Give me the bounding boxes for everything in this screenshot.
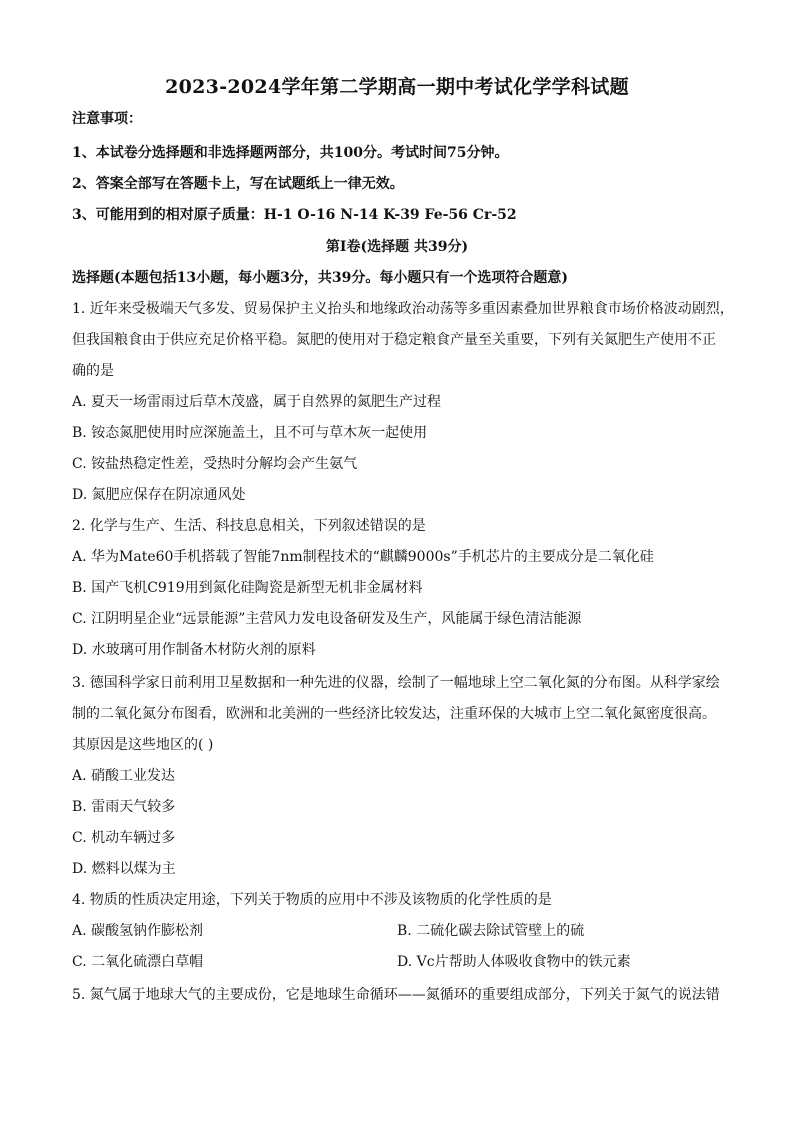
question-text: 2. 化学与生产、生活、科技息息相关，下列叙述错误的是 [72,518,426,534]
answer-option: C. 机动车辆过多 [72,830,176,846]
exam-title: 2023-2024学年第二学期高一期中考试化学学科试题 [165,76,629,98]
answer-option: D. 燃料以煤为主 [72,861,176,877]
answer-option: D. 水玻璃可用作制备木材防火剂的原料 [72,642,316,658]
answer-option: B. 雷雨天气较多 [72,799,176,815]
question-text: 3. 德国科学家日前利用卫星数据和一种先进的仪器，绘制了一幅地球上空二氧化氮的分布图。从科学家绘 [72,675,720,691]
section-title: 第Ⅰ卷(选择题 共39分) [325,239,469,255]
notice-heading: 注意事项： [72,111,142,127]
question-text: 其原因是这些地区的( ) [72,737,214,753]
answer-option: D. Vc片帮助人体吸收食物中的铁元素 [397,954,631,970]
answer-option: B. 铵态氮肥使用时应深施盖土，且不可与草木灰一起使用 [72,425,428,441]
question-text: 制的二氧化氮分布图看，欧洲和北美洲的一些经济比较发达，注重环保的大城市上空二氧化氮密度很高。 [72,706,716,722]
notice-item: 3、可能用到的相对原子质量：H-1 O-16 N-14 K-39 Fe-56 Cr-52 [72,207,517,223]
notice-item: 1、本试卷分选择题和非选择题两部分，共100分。考试时间75分钟。 [72,145,509,161]
answer-option: C. 铵盐热稳定性差，受热时分解均会产生氨气 [72,456,358,472]
answer-option: A. 华为Mate60手机搭载了智能7nm制程技术的“麒麟9000s”手机芯片的主要成分是二氧化硅 [72,549,654,565]
section-instruction: 选择题(本题包括13小题，每小题3分，共39分。每小题只有一个选项符合题意) [72,270,568,286]
question-text: 1. 近年来受极端天气多发、贸易保护主义抬头和地缘政治动荡等多重因素叠加世界粮食市场价格波动剧烈， [72,301,734,317]
question-text: 4. 物质的性质决定用途，下列关于物质的应用中不涉及该物质的化学性质的是 [72,892,552,908]
answer-option: B. 二硫化碳去除试管壁上的硫 [397,923,585,939]
answer-option: B. 国产飞机C919用到氮化硅陶瓷是新型无机非金属材料 [72,580,423,596]
answer-option: C. 二氧化硫漂白草帽 [72,954,204,970]
answer-option: D. 氮肥应保存在阴凉通风处 [72,487,246,503]
answer-option: C. 江阴明星企业“远景能源”主营风力发电设备研发及生产，风能属于绿色清洁能源 [72,611,582,627]
answer-option: A. 硝酸工业发达 [72,768,176,784]
question-text: 但我国粮食由于供应充足价格平稳。氮肥的使用对于稳定粮食产量至关重要，下列有关氮肥生产使用不正 [72,332,716,348]
question-text: 确的是 [72,363,114,379]
notice-item: 2、答案全部写在答题卡上，写在试题纸上一律无效。 [72,176,404,192]
answer-option: A. 夏天一场雷雨过后草木茂盛，属于自然界的氮肥生产过程 [72,394,442,410]
answer-option: A. 碳酸氢钠作膨松剂 [72,923,204,939]
question-text: 5. 氮气属于地球大气的主要成份，它是地球生命循环——氮循环的重要组成部分，下列关于氮气的说法错 [72,987,720,1003]
